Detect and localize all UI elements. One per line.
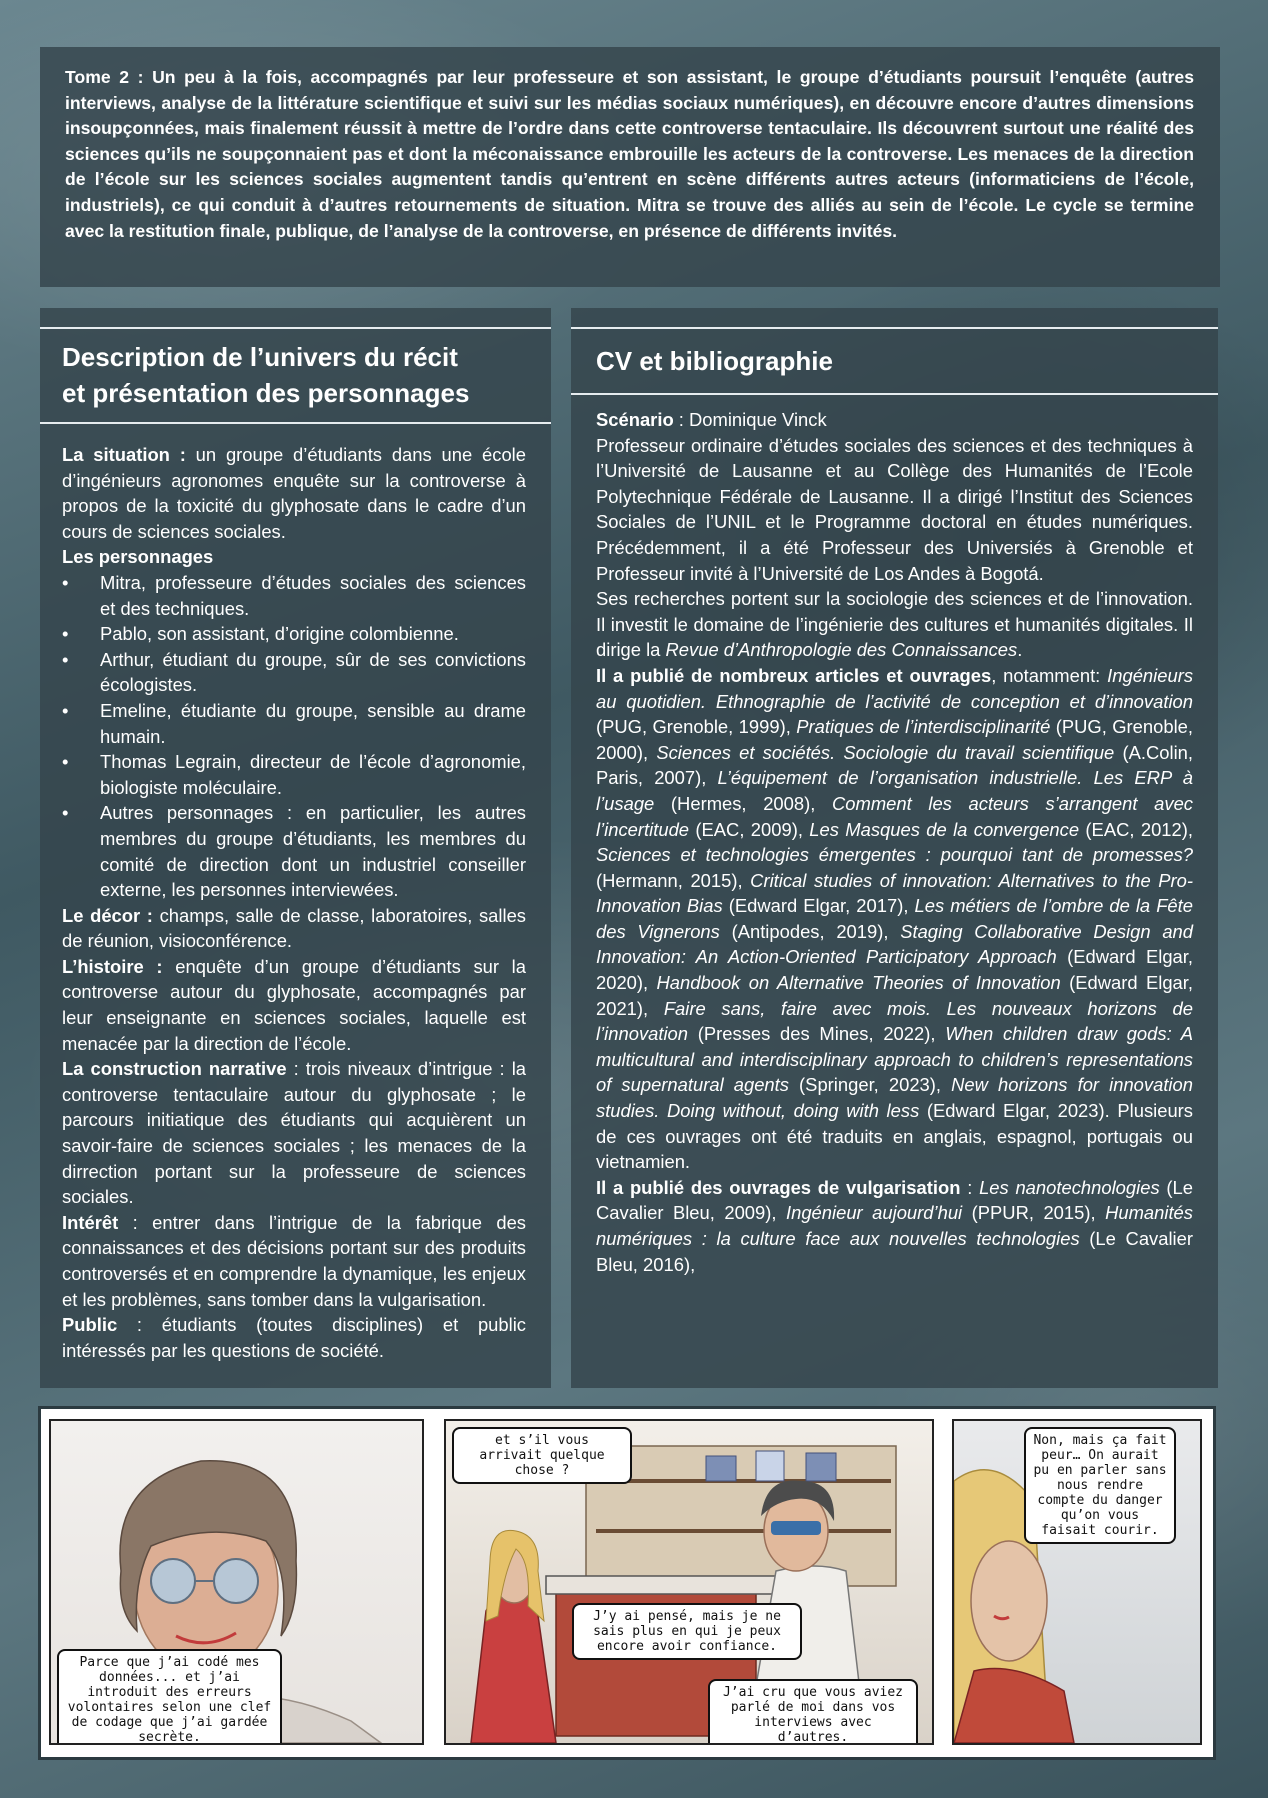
decor-text: champs, salle de classe, laboratoires, salles de réunion, visioconférence.: [62, 904, 526, 952]
histoire-paragraph: [62, 954, 526, 1056]
comic-strip: [38, 1406, 1216, 1760]
comic-panel-3: [952, 1419, 1202, 1745]
panel-2-speech-bubble-bottom: J’ai cru que vous aviez parlé de moi dans vos interviews avec d’autres.: [708, 1679, 918, 1745]
publication-reference: (PUG, Grenoble, 1999),: [596, 716, 797, 738]
vulgarisation-reference: (PPUR, 2015),: [962, 1202, 1106, 1224]
publication-reference: (Presses des Mines, 2022),: [688, 1023, 946, 1045]
vulgarisation-title: Humanités numériques : la culture face aux nouvelles technologies: [596, 1202, 1193, 1249]
construction-paragraph: [62, 1056, 526, 1210]
description-title-line2: et présentation des personnages: [62, 378, 470, 408]
decor-label: Le décor :: [62, 904, 153, 926]
journal-title: Revue d’Anthropologie des Connaissances: [665, 639, 1018, 661]
list-item: • Thomas Legrain, directeur de l’école d’agronomie, biologiste moléculaire.: [62, 749, 526, 800]
publications-end: Plusieurs de ces ouvrages ont été traduits en anglais, espagnol, portugais ou vietnamien.: [596, 1100, 1193, 1173]
list-item: • Emeline, étudiante du groupe, sensible au drame humain.: [62, 698, 526, 749]
publication-title: When children draw gods: A multicultural and interdisciplinary approach to children’s representations of supernatural agents: [596, 1023, 1193, 1096]
interet-label: Intérêt: [62, 1211, 119, 1233]
publication-reference: (EAC, 2012),: [1079, 818, 1193, 840]
vulgarisation-paragraph: [596, 1175, 1193, 1277]
publication-title: Pratiques de l’interdisciplinarité: [796, 716, 1051, 738]
publication-title: New horizons for innovation studies. Doing without, doing with less: [596, 1074, 1193, 1122]
characters-list: [62, 570, 526, 903]
decor-paragraph: [62, 903, 526, 954]
situation-paragraph: [62, 442, 526, 544]
description-column: [40, 308, 551, 1388]
characters-heading: [62, 544, 526, 570]
publication-title: Faire sans, faire avec mois. Les nouveaux horizons de l’innovation: [596, 997, 1193, 1045]
publications-label: Il a publié de nombreux articles et ouvrages: [596, 664, 992, 686]
cv-body: [571, 395, 1218, 1277]
list-item: • Arthur, étudiant du groupe, sûr de ses convictions écologistes.: [62, 647, 526, 698]
construction-text: : trois niveaux d’intrigue : la controverse tentaculaire autour du glyphosate ; le parcours initiatique des étudiants qui acquièrent un savoir-faire de sciences sociales ; les menaces de la dirrection portant sur la professeure de sciences sociales.: [62, 1058, 527, 1208]
publication-title: Staging Collaborative Design and Innovation: An Action-Oriented Participatory Approach: [596, 920, 1193, 968]
publication-title: Critical studies of innovation: Alternatives to the Pro-Innovation Bias: [596, 869, 1193, 917]
publication-reference: (PUG, Grenoble, 2000),: [596, 716, 1193, 763]
list-item: • Autres personnages : en particulier, les autres membres du groupe d’étudiants, les membres du comité de direction dont un industriel conseiller externe, les personnes interviewées.: [62, 800, 526, 902]
publication-reference: (EAC, 2009),: [689, 818, 810, 840]
publication-title: L’équipement de l’organisation industrielle. Les ERP à l’usage: [596, 767, 1193, 814]
intro-text: Tome 2 : Un peu à la fois, accompagnés par leur professeure et son assistant, le groupe d’étudiants poursuit l’enquête (autres interviews, analyse de la littérature scientifique et suivi sur les médias sociaux numériques), en découvre encore d’autres dimensions insoupçonnées, mais finalement réussit à mettre de l’ordre dans cette controverse tentaculaire. Ils découvrent surtout une réalité des sciences qu’ils ne soupçonnaient pas et dont la méconaissance embrouille les acteurs de la controverse. Les menaces de la direction de l’école sur les sciences sociales augmentent tandis qu’entrent en scène différents autres acteurs (informaticiens de l’école, industriels), ce qui conduit à d’autres retournements de situation. Mitra se trouve des alliés au sein de l’école. Le cycle se termine avec la restitution finale, publique, de l’analyse de la controverse, en présence de différents invités.: [65, 67, 1194, 241]
situation-label: La situation :: [62, 444, 186, 465]
publication-reference: (Hermann, 2015),: [596, 869, 751, 891]
comic-panel-1: [49, 1419, 424, 1745]
vulgarisation-reference: (Le Cavalier Bleu, 2009),: [596, 1176, 1193, 1224]
situation-text: un groupe d’étudiants dans une école d’ingénieurs agronomes enquête sur la controverse à propos de la toxicité du glyphosate dans le cadre d’un cours de sciences sociales.: [62, 444, 526, 542]
publication-title: Ingénieurs au quotidien. Ethnographie de l’activité de conception et d’innovation: [596, 664, 1194, 712]
vulgarisation-intro: :: [960, 1176, 980, 1198]
scenario-text: : Dominique Vinck: [673, 409, 827, 430]
panel-3-speech-bubble: Non, mais ça fait peur… On aurait pu en parler sans nous rendre compte du danger qu’on vous faisait courir.: [1024, 1427, 1176, 1544]
interet-text: : entrer dans l’intrigue de la fabrique des connaissances et des décisions portant sur des produits controversés et en comprendre la dynamique, les enjeux et les problèmes, sans tomber dans la vulgarisation.: [62, 1211, 526, 1310]
publication-reference: (A.Colin, Paris, 2007),: [596, 741, 1193, 789]
characters-label: Les personnages: [62, 546, 214, 568]
publication-reference: (Edward Elgar, 2020),: [596, 946, 1193, 994]
description-body: [40, 424, 551, 1363]
description-title-line1: Description de l’univers du récit: [62, 342, 458, 372]
publication-reference: (Edward Elgar, 2023).: [919, 1100, 1118, 1122]
publication-title: Handbook on Alternative Theories of Innovation: [656, 972, 1061, 994]
public-text: : étudiants (toutes disciplines) et public intéressés par les questions de société.: [62, 1314, 526, 1361]
construction-label: La construction narrative: [62, 1058, 287, 1080]
panel-1-speech-bubble: Parce que j’ai codé mes données... et j’ai introduit des erreurs volontaires selon une clef de codage que j’ai gardée secrète.: [57, 1649, 282, 1745]
publication-title: Comment les acteurs s’arrangent avec l’incertitude: [596, 792, 1193, 840]
histoire-text: enquête d’un groupe d’étudiants sur la controverse autour du glyphosate, accompagnés par leur enseignante en sciences sociales, laquelle est menacée par la direction de l’école.: [62, 955, 526, 1054]
publications-paragraph: [596, 663, 1193, 1175]
scenario-label: Scénario: [596, 409, 674, 430]
scenario-paragraph: [596, 407, 1193, 433]
cv-title: CV et bibliographie: [571, 327, 1218, 395]
list-item: • Pablo, son assistant, d’origine colombienne.: [62, 621, 526, 647]
publication-reference: (Edward Elgar, 2021),: [596, 972, 1193, 1019]
publication-title: Les métiers de l’ombre de la Fête des Vignerons: [596, 895, 1193, 942]
publication-reference: (Springer, 2023),: [788, 1074, 952, 1096]
publication-reference: (Edward Elgar, 2017),: [722, 895, 915, 917]
panel-2-speech-bubble-middle: J’y ai pensé, mais je ne sais plus en qui je peux encore avoir confiance.: [572, 1603, 802, 1660]
publication-reference: (Hermes, 2008),: [654, 792, 832, 814]
public-label: Public: [62, 1314, 118, 1336]
description-title: [40, 327, 551, 424]
vulgarisation-title: Les nanotechnologies: [979, 1176, 1160, 1198]
comic-panel-2: [444, 1419, 934, 1745]
interet-paragraph: [62, 1210, 526, 1312]
vulgarisation-label: Il a publié des ouvrages de vulgarisation: [596, 1176, 961, 1198]
vulgarisation-title: Ingénieur aujourd’hui: [785, 1202, 963, 1224]
bio2-end: .: [1017, 639, 1023, 661]
publication-reference: (Antipodes, 2019),: [719, 920, 901, 942]
panel-2-speech-bubble-top: et s’il vous arrivait quelque chose ?: [452, 1427, 632, 1484]
bio2-text: Ses recherches portent sur la sociologie des sciences et de l’innovation. Il investit le domaine de l’ingénierie des cultures et humanités digitales. Il dirige la: [596, 588, 1193, 661]
list-item: • Mitra, professeure d’études sociales des sciences et des techniques.: [62, 570, 526, 621]
bio-paragraph-2: [596, 586, 1193, 663]
public-paragraph: [62, 1312, 526, 1363]
intro-box: [40, 47, 1220, 287]
vulgarisation-reference: (Le Cavalier Bleu, 2016),: [596, 1228, 1193, 1275]
bio-paragraph-1: Professeur ordinaire d’études sociales des sciences et des techniques à l’Université de Lausanne et au Collège des Humanités de l’Ecole Polytechnique Fédérale de Lausanne. Il a dirigé l’Institut des Sciences Sociales de l’UNIL et le Programme doctoral en études numériques. Précédemment, il a été Professeur des Universiés à Grenoble et Professeur invité à l’Université de Los Andes à Bogotá.: [596, 434, 1193, 584]
publication-title: Sciences et sociétés. Sociologie du travail scientifique: [656, 741, 1115, 763]
histoire-label: L’histoire :: [62, 955, 163, 977]
cv-column: [571, 308, 1218, 1388]
publications-list: [596, 665, 1193, 1121]
publication-title: Les Masques de la convergence: [809, 818, 1080, 840]
publication-title: Sciences et technologies émergentes : pourquoi tant de promesses?: [596, 844, 1193, 866]
publications-intro: , notamment:: [991, 664, 1108, 686]
